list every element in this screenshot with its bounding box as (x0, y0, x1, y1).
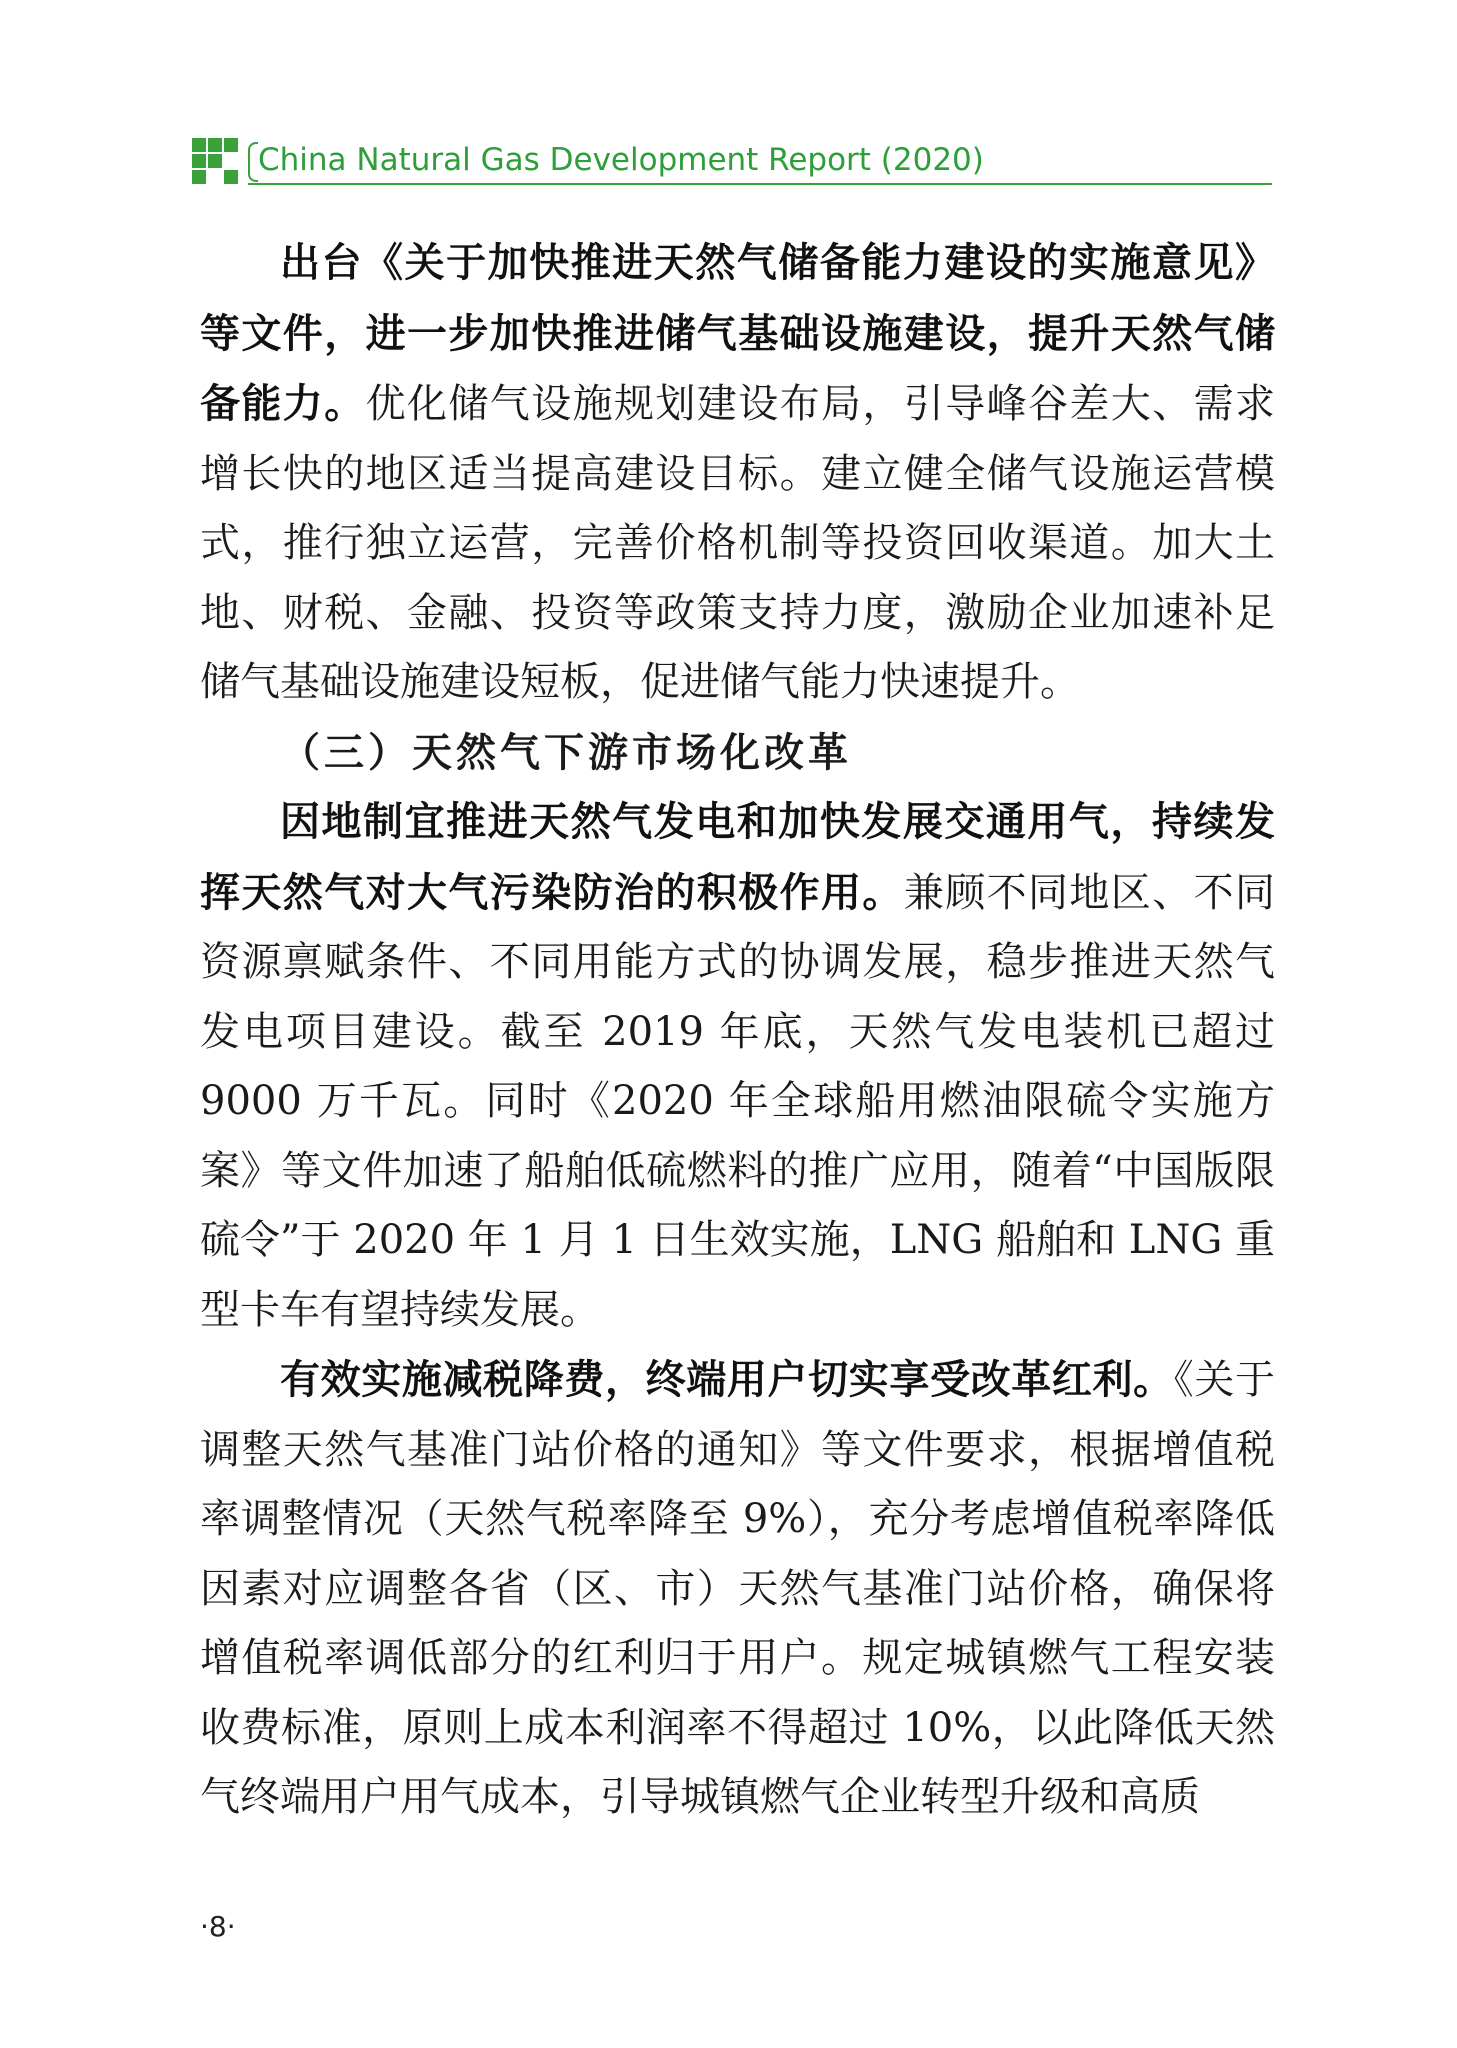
paragraph-lead: 有效实施减税降费，终端用户切实享受改革红利。 (280, 1356, 1174, 1403)
running-header (192, 138, 1272, 186)
paragraph-power-transport (200, 787, 1275, 1345)
header-bracket (248, 142, 258, 182)
report-title: China Natural Gas Development Report (2020) (258, 142, 984, 178)
paragraph-body: 《关于调整天然气基准门站价格的通知》等文件要求，根据增值税率调整情况（天然气税率降至 9%），充分考虑增值税率降低因素对应调整各省（区、市）天然气基准门站价格，确保将增值税率调低部分的红利归于用户。规定城镇燃气工程安装收费标准，原则上成本利润率不得超过 10%，以此降低天然气终端用户用气成本，引导城镇燃气企业转型升级和高质 (200, 1357, 1275, 1820)
paragraph-body: 兼顾不同地区、不同资源禀赋条件、不同用能方式的协调发展，稳步推进天然气发电项目建设。截至 2019 年底，天然气发电装机已超过 9000 万千瓦。同时《2020 年全球船用燃油限硫令实施方案》等文件加速了船舶低硫燃料的推广应用，随着“中国版限硫令”于 2020 年 1 月 1 日生效实施，LNG 船舶和 LNG 重型卡车有望持续发展。 (200, 869, 1276, 1333)
body-text (200, 228, 1275, 1833)
section-heading: （三）天然气下游市场化改革 (280, 728, 852, 776)
paragraph-lead: 因地制宜推进天然气发电和加快发展交通用气，持续发挥天然气对大气污染防治的积极作用。 (200, 798, 1275, 916)
page-number: ·8· (200, 1910, 236, 1943)
paragraph-tax-reduction (200, 1345, 1275, 1833)
paragraph-lead: 出台《关于加快推进天然气储备能力建设的实施意见》等文件，进一步加快推进储气基础设施建设，提升天然气储备能力。 (200, 239, 1275, 427)
paragraph-storage (200, 228, 1275, 718)
header-rule (248, 183, 1272, 185)
paragraph-body: 优化储气设施规划建设布局，引导峰谷差大、需求增长快的地区适当提高建设目标。建立健全储气设施运营模式，推行独立运营，完善价格机制等投资回收渠道。加大土地、财税、金融、投资等政策支持力度，激励企业加速补足储气基础设施建设短板，促进储气能力快速提升。 (200, 381, 1276, 705)
green-pixel-logo-icon (192, 138, 238, 184)
